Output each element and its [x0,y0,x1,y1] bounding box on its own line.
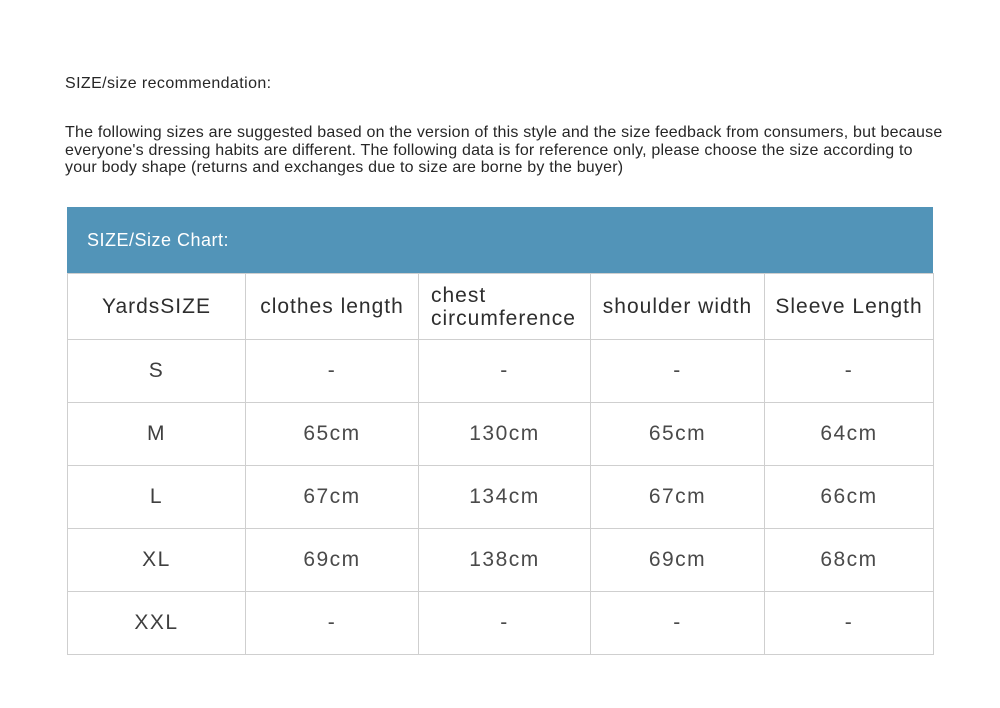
measurement-cell: - [246,592,419,655]
column-header-shoulder-width: shoulder width [591,274,765,340]
measurement-cell: 69cm [246,529,419,592]
measurement-cell: 68cm [765,529,934,592]
measurement-cell: - [591,592,765,655]
measurement-cell: - [765,592,934,655]
table-row-xl [68,529,934,592]
size-label-cell: M [68,403,246,466]
size-chart [67,207,933,655]
size-label-cell: XL [68,529,246,592]
measurement-cell: 64cm [765,403,934,466]
measurement-cell: - [419,340,591,403]
measurement-cell: 69cm [591,529,765,592]
table-row-m [68,403,934,466]
column-header-clothes-length: clothes length [246,274,419,340]
measurement-cell: 65cm [246,403,419,466]
table-row-xxl [68,592,934,655]
column-header-sleeve-length: Sleeve Length [765,274,934,340]
table-row-l [68,466,934,529]
size-chart-title-bar: SIZE/Size Chart: [67,207,933,273]
measurement-cell: 130cm [419,403,591,466]
measurement-cell: 66cm [765,466,934,529]
size-recommendation-heading: SIZE/size recommendation: [65,75,272,92]
column-header-yards-size: YardsSIZE [68,274,246,340]
measurement-cell: 65cm [591,403,765,466]
measurement-cell: 138cm [419,529,591,592]
size-label-cell: S [68,340,246,403]
table-row-s [68,340,934,403]
column-header-chest-circumference: chest circumference [419,274,591,340]
size-recommendation-description: The following sizes are suggested based on the version of this style and the size feedback from consumers, but because everyone's dressing habits are different. The following data is for reference only, please choose the size according to your body shape (returns and exchanges due to size are borne by the buyer) [65,124,943,176]
size-table [67,273,934,655]
header-row [68,274,934,340]
measurement-cell: 67cm [246,466,419,529]
size-label-cell: L [68,466,246,529]
measurement-cell: - [591,340,765,403]
measurement-cell: 67cm [591,466,765,529]
measurement-cell: - [246,340,419,403]
measurement-cell: - [765,340,934,403]
size-label-cell: XXL [68,592,246,655]
measurement-cell: - [419,592,591,655]
measurement-cell: 134cm [419,466,591,529]
